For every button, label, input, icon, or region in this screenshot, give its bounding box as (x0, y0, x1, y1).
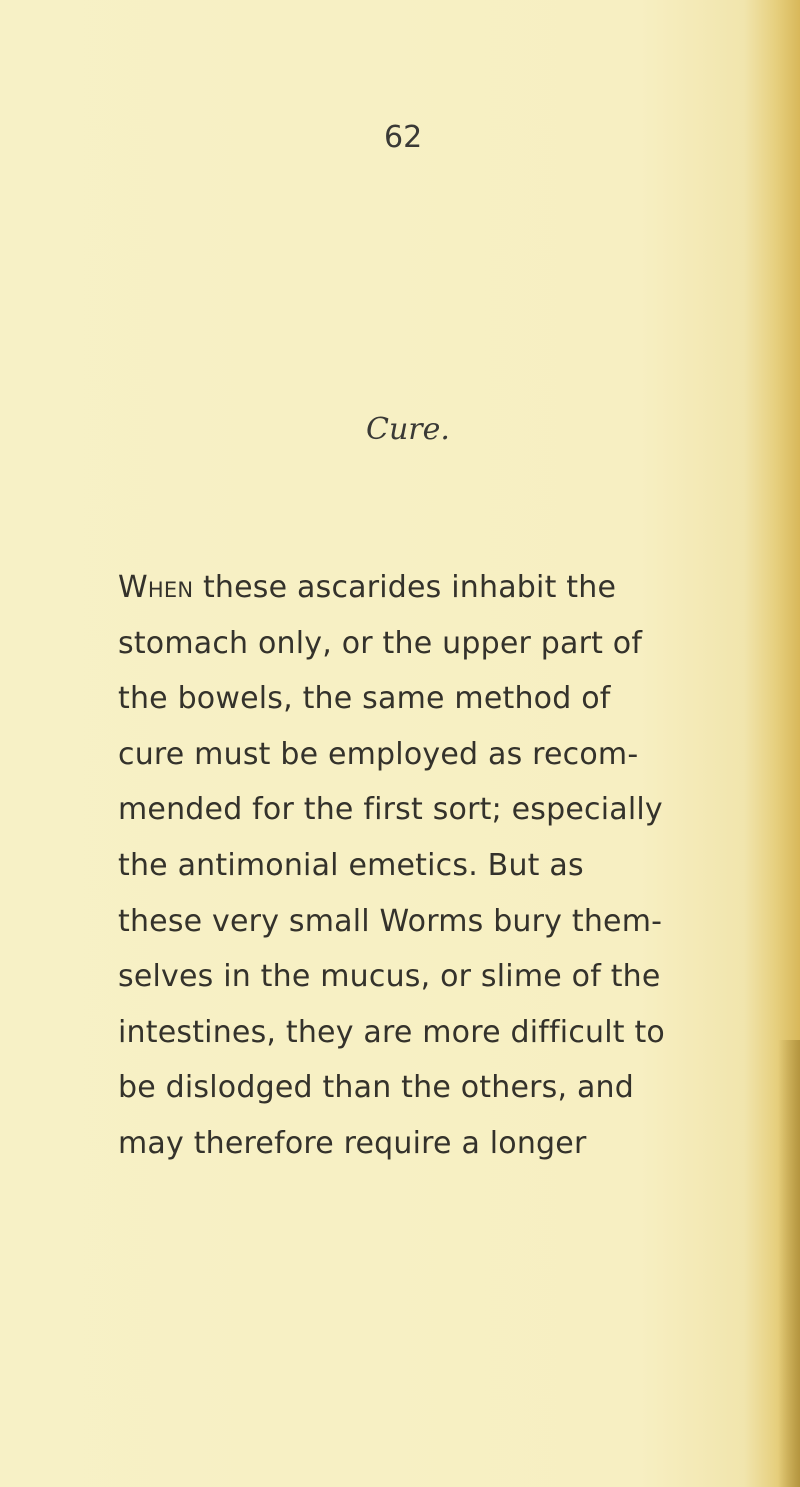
first-line-rest: these ascarides inhabit the (193, 570, 617, 605)
text-line: stomach only, or the upper part of (118, 625, 643, 661)
page-number: 62 (384, 120, 423, 155)
text-line: mended for the first sort; especially (118, 792, 663, 828)
section-heading: Cure. (366, 412, 450, 447)
text-line: be dislodged than the others, and (118, 1070, 634, 1106)
body-paragraph (118, 560, 718, 1172)
drop-word: When (118, 570, 194, 605)
text-line: the bowels, the same method of (118, 681, 611, 717)
text-line: these very small Worms bury them- (118, 903, 663, 939)
page-edge-stain (778, 1040, 800, 1487)
text-line: the antimonial emetics. But as (118, 847, 584, 883)
text-line: intestines, they are more difficult to (118, 1014, 665, 1050)
text-line: selves in the mucus, or slime of the (118, 959, 661, 995)
text-line (118, 560, 718, 616)
text-line: cure must be employed as recom- (118, 736, 639, 772)
text-line: may therefore require a longer (118, 1125, 587, 1161)
